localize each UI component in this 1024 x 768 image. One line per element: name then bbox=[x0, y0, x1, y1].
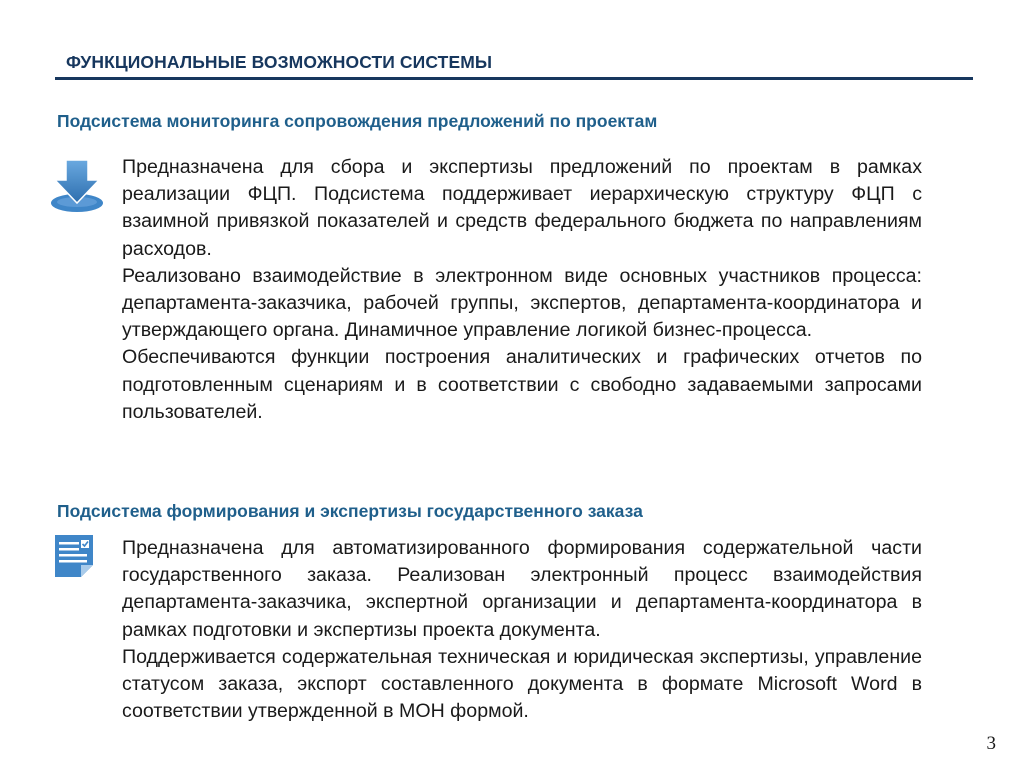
paragraph: Поддерживается содержательная техническая и юридическая экспертизы, управление статусом заказа, экспорт составленного документа в формате Microsoft Word в соответствии утвержденной в МОН формой. bbox=[122, 645, 922, 723]
download-arrow-icon bbox=[49, 158, 105, 219]
paragraph: Предназначена для сбора и экспертизы предложений по проектам в рамках реализации ФЦП. Подсистема поддерживает иерархическую структуру ФЦП с взаимной привязкой показателей и средств федерального бюджета по направлениям расходов. bbox=[122, 156, 922, 260]
section-heading-state-order: Подсистема формирования и экспертизы государственного заказа bbox=[57, 501, 643, 521]
paragraph: Реализовано взаимодействие в электронном виде основных участников процесса: департамента-заказчика, рабочей группы, экспертов, департамента-координатора и утверждающего органа. Динамичное управление логикой бизнес-процесса. bbox=[122, 264, 922, 342]
document-icon bbox=[53, 533, 95, 584]
section-body-state-order bbox=[122, 535, 922, 725]
paragraph: Обеспечиваются функции построения аналитических и графических отчетов по подготовленным сценариям и в соответствии с свободно задаваемыми запросами пользователей. bbox=[122, 346, 922, 423]
title-divider bbox=[55, 77, 973, 80]
section-heading-monitoring: Подсистема мониторинга сопровождения предложений по проектам bbox=[57, 111, 658, 131]
paragraph: Предназначена для автоматизированного формирования содержательной части государственного заказа. Реализован электронный процесс взаимодействия департамента-заказчика, экспертной организации и департамента-координатора в рамках подготовки и экспертизы проекта документа. bbox=[122, 537, 922, 641]
slide-title: ФУНКЦИОНАЛЬНЫЕ ВОЗМОЖНОСТИ СИСТЕМЫ bbox=[66, 52, 493, 72]
section-body-monitoring bbox=[122, 154, 922, 426]
page-number: 3 bbox=[986, 733, 996, 754]
